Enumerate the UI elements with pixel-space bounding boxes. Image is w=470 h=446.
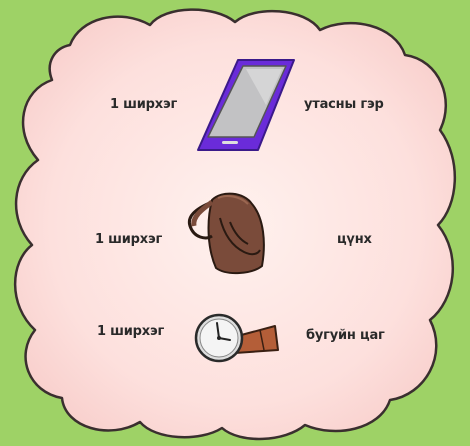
item-name-label: утасны гэр <box>304 97 384 112</box>
item-name-label: бугуйн цаг <box>306 328 385 343</box>
wristwatch-icon <box>190 308 280 368</box>
backpack-icon <box>182 188 272 278</box>
item-name-label: цүнх <box>337 232 372 247</box>
quantity-label: 1 ширхэг <box>110 97 178 112</box>
quantity-label: 1 ширхэг <box>97 324 165 339</box>
quantity-label: 1 ширхэг <box>95 232 163 247</box>
tablet-icon <box>190 55 300 155</box>
